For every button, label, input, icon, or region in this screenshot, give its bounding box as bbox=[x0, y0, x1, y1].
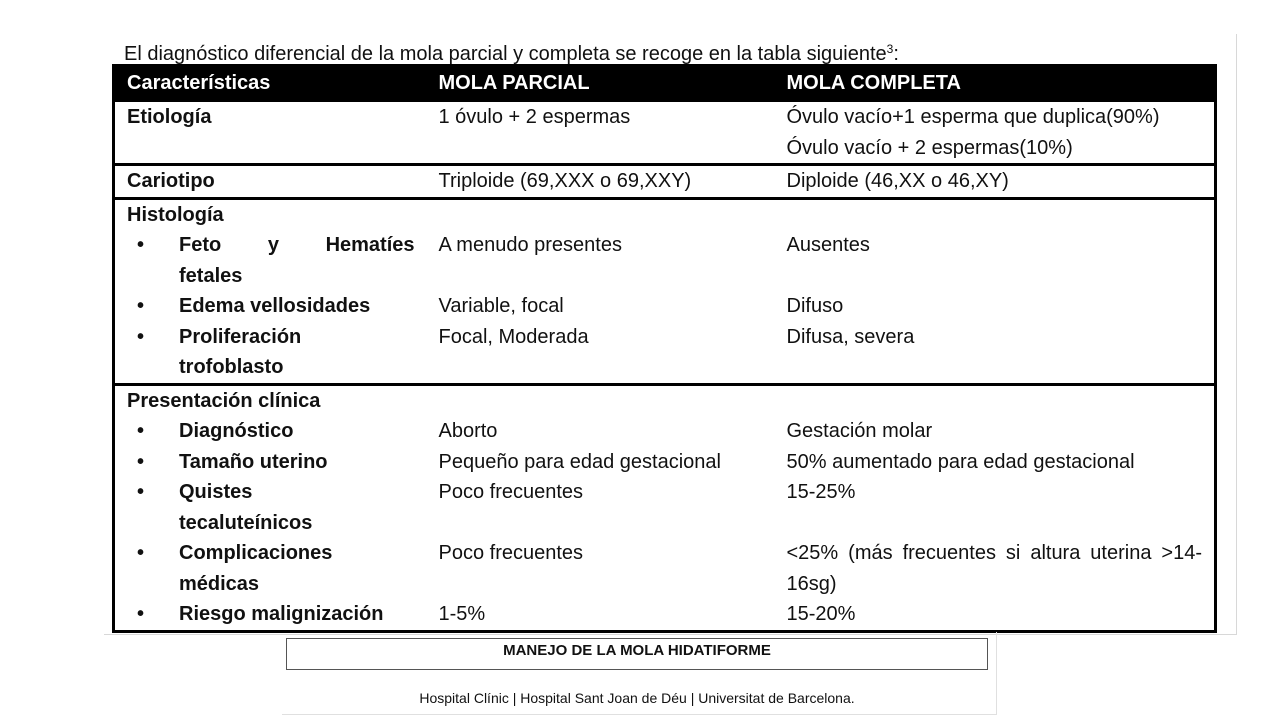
header-caracteristicas: Características bbox=[114, 66, 427, 101]
table-row bbox=[114, 477, 1216, 538]
footer-title-box: MANEJO DE LA MOLA HIDATIFORME bbox=[286, 638, 988, 670]
table-row bbox=[114, 538, 1216, 599]
row-label bbox=[114, 322, 427, 385]
row-label bbox=[114, 538, 427, 599]
row-label bbox=[114, 230, 427, 291]
label-line: Complicaciones bbox=[179, 542, 333, 564]
group-presentacion-clinica bbox=[114, 384, 1216, 631]
cell-completa: Ausentes bbox=[786, 234, 870, 256]
row-label-etiologia: Etiología bbox=[127, 106, 212, 128]
group-histologia bbox=[114, 198, 1216, 384]
bullet-icon: • bbox=[137, 234, 145, 256]
header-mola-parcial: MOLA PARCIAL bbox=[427, 66, 775, 101]
cell-line: Óvulo vacío+1 esperma que duplica(90%) bbox=[786, 106, 1160, 128]
bullet-icon: • bbox=[137, 603, 145, 625]
cell-completa: Gestación molar bbox=[786, 420, 933, 442]
header-mola-completa: MOLA COMPLETA bbox=[775, 66, 1216, 101]
cell-parcial: Aborto bbox=[438, 420, 498, 442]
label-line: tecaluteínicos bbox=[179, 511, 313, 534]
table-row bbox=[114, 322, 1216, 385]
citation-superscript: 3 bbox=[886, 42, 894, 56]
label-line: Diagnóstico bbox=[179, 420, 294, 442]
cell-completa: 15-20% bbox=[786, 603, 856, 625]
table-row bbox=[114, 416, 1216, 447]
section-title-clinica: Presentación clínica bbox=[127, 389, 321, 412]
bullet-icon: • bbox=[137, 481, 145, 503]
label-line: Feto y Hematíes bbox=[179, 234, 415, 256]
row-label bbox=[114, 291, 427, 322]
section-title-histologia: Histología bbox=[127, 203, 224, 226]
label-line: fetales bbox=[179, 264, 243, 287]
table-row bbox=[114, 447, 1216, 478]
cell-parcial: Focal, Moderada bbox=[438, 325, 589, 348]
cell-parcial: A menudo presentes bbox=[438, 234, 622, 256]
row-label bbox=[114, 477, 427, 538]
table-header-row bbox=[114, 66, 1216, 101]
cell-completa: Difuso bbox=[786, 295, 844, 317]
cell-completa: <25% (más frecuentes si altura uterina >14-16sg) bbox=[786, 542, 1202, 595]
bullet-icon: • bbox=[137, 420, 145, 442]
label-line: Tamaño uterino bbox=[179, 450, 328, 473]
group-etiologia bbox=[114, 101, 1216, 165]
cell-parcial: Poco frecuentes bbox=[438, 542, 584, 564]
cell-parcial: Triploide (69,XXX o 69,XXY) bbox=[438, 170, 692, 192]
label-line: trofoblasto bbox=[179, 356, 284, 378]
row-label bbox=[114, 447, 427, 478]
row-label-cariotipo: Cariotipo bbox=[127, 170, 215, 192]
row-label bbox=[114, 416, 427, 447]
section-title-row bbox=[114, 384, 1216, 416]
footer-institutions: Hospital Clínic | Hospital Sant Joan de Déu | Universitat de Barcelona. bbox=[419, 690, 855, 706]
bullet-icon: • bbox=[137, 450, 145, 473]
table-row bbox=[114, 165, 1216, 199]
cell-parcial: Pequeño para edad gestacional bbox=[438, 450, 721, 473]
table-row bbox=[114, 230, 1216, 291]
table-row bbox=[114, 291, 1216, 322]
intro-paragraph: El diagnóstico diferencial de la mola parcial y completa se recoge en la tabla siguiente$^3$: bbox=[124, 42, 899, 65]
label-line: Proliferación bbox=[179, 325, 302, 348]
cell-completa: Diploide (46,XX o 46,XY) bbox=[786, 170, 1009, 192]
bullet-icon: • bbox=[137, 542, 145, 564]
table-row bbox=[114, 101, 1216, 165]
cell-parcial: 1-5% bbox=[438, 603, 486, 625]
cell-parcial: Poco frecuentes bbox=[438, 481, 584, 503]
section-title-row bbox=[114, 198, 1216, 230]
cell-completa: Difusa, severa bbox=[786, 325, 915, 348]
cell-completa bbox=[775, 101, 1216, 165]
group-cariotipo bbox=[114, 165, 1216, 199]
label-line: Riesgo malignización bbox=[179, 603, 384, 625]
bullet-icon: • bbox=[137, 325, 145, 348]
differential-diagnosis-table bbox=[112, 64, 1217, 633]
label-line: médicas bbox=[179, 572, 260, 595]
cell-line: Óvulo vacío + 2 espermas(10%) bbox=[786, 136, 1073, 159]
cell-completa: 50% aumentado para edad gestacional bbox=[786, 450, 1135, 473]
cell-parcial: 1 óvulo + 2 espermas bbox=[438, 106, 631, 128]
cell-parcial: Variable, focal bbox=[438, 295, 564, 317]
label-line: Quistes bbox=[179, 481, 253, 503]
row-label bbox=[114, 599, 427, 631]
label-line: Edema vellosidades bbox=[179, 295, 371, 317]
table-row bbox=[114, 599, 1216, 631]
cell-completa: 15-25% bbox=[786, 481, 856, 503]
bullet-icon: • bbox=[137, 295, 145, 317]
